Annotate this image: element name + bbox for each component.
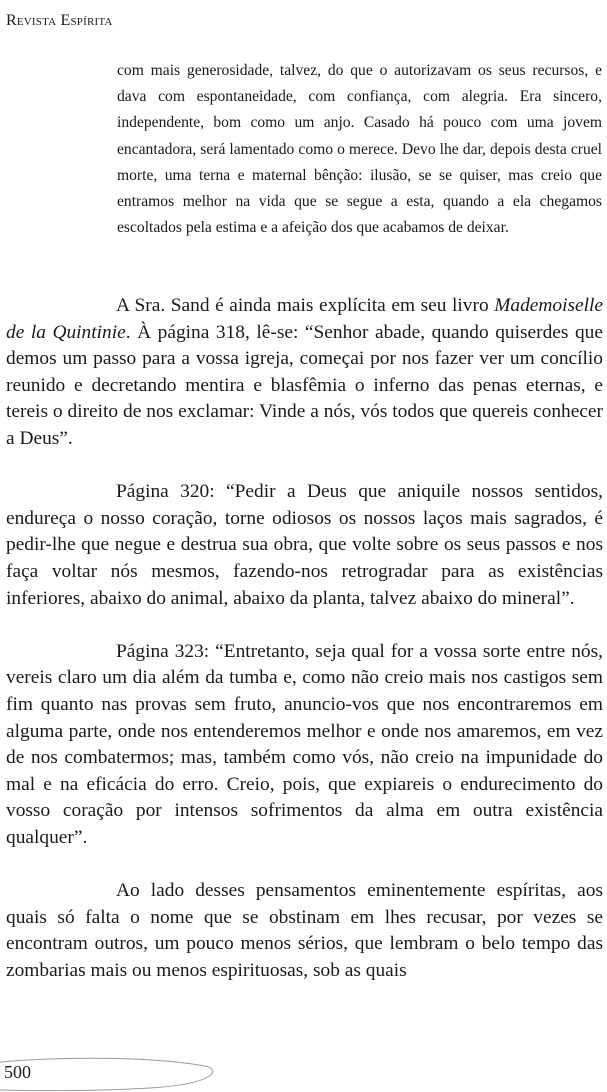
page-footer	[0, 1054, 260, 1092]
paragraph-2: Página 320: “Pedir a Deus que aniquile nossos sentidos, endureça o nosso coração, torne odiosos os nossos laços mais sagrados, é pedir-lhe que negue e destrua sua obra, que volte sobre os seus passos e nos faça voltar nós mesmos, fazendo-nos retrogradar para as existências inferiores, abaixo do animal, abaixo da planta, talvez abaixo do mineral”.	[6, 481, 603, 609]
paragraph-1-end: . À página 318, lê-se: “Senhor abade, quando quiserdes que demos um passo para a vossa igreja, começai por nos fazer ver um concílio reunido e decretando mentira e blasfêmia o inferno das penas eternas, e tereis o direito de nos exclamar: Vinde a nós, vós todos que quereis conhecer a Deus”.	[6, 321, 603, 449]
book-title: Mademoiselle de la Quintinie	[6, 295, 603, 343]
page-number: 500	[4, 1062, 31, 1082]
block-quote	[117, 58, 602, 241]
swoosh-ornament-icon	[0, 1054, 260, 1092]
paragraph-4: Ao lado desses pensamentos eminentemente espíritas, aos quais só falta o nome que se obstinam em lhes recusar, por vezes se encontram outros, um pouco menos sérios, que lembram o belo tempo das zombarias mais ou menos espirituosas, sob as quais	[6, 880, 603, 981]
body-text	[6, 293, 603, 984]
paragraph-3: Página 323: “Entretanto, seja qual for a vossa sorte entre nós, vereis claro um dia além da tumba e, como não creio mais nos castigos sem fim quanto nas provas sem fruto, anuncio-vos que nos encontraremos em alguma parte, onde nos entenderemos melhor e onde nos amaremos, em vez de nos combatermos; mas, também como vós, não creio na impunidade do mal e na eficácia do erro. Creio, pois, que expiareis o endurecimento do vosso coração por intensos sofrimentos da alma em outra existência qualquer”.	[6, 640, 603, 848]
quote-paragraph: com mais generosidade, talvez, do que o autorizavam os seus recursos, e dava com espontaneidade, com confiança, com alegria. Era sincero, independente, bom como um anjo. Casado há pouco com uma jovem encantadora, será lamentado como o merece. Devo lhe dar, depois desta cruel morte, uma terna e maternal bênção: ilusão, se se quiser, mas creio que entramos melhor na vida que se segue a esta, quando a ela chegamos escoltados pela estima e a afeição dos que acabamos de deixar.	[117, 62, 602, 237]
paragraph-1	[6, 293, 603, 453]
paragraph-1-start: A Sra. Sand é ainda mais explícita em seu livro	[116, 295, 495, 316]
running-header: Revista Espírita	[6, 12, 113, 29]
